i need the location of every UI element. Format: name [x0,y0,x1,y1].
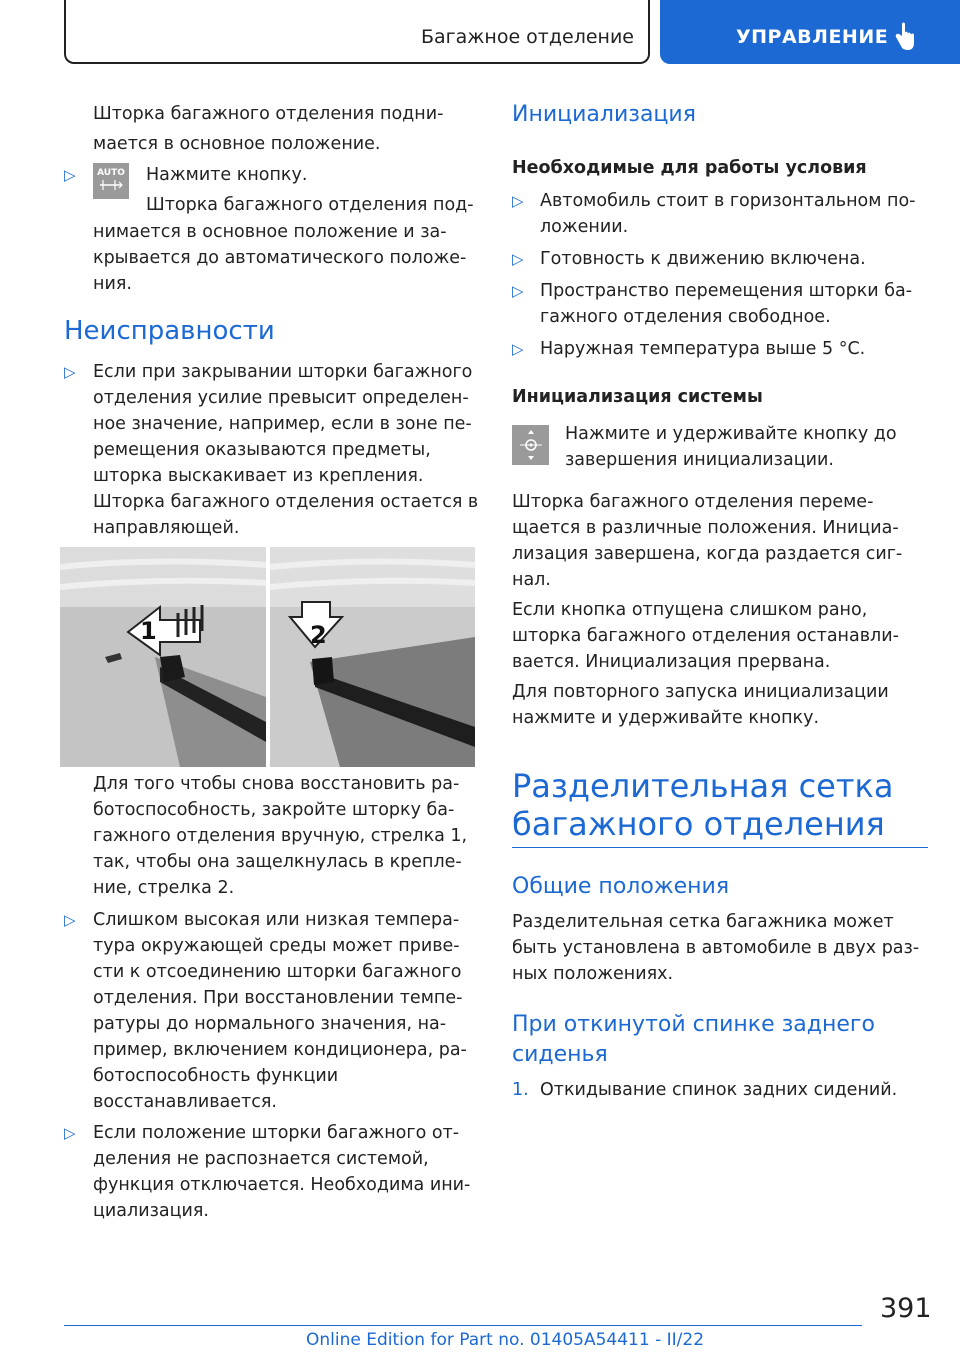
restore-line-1: Для того чтобы снова восстановить ра- [93,774,460,794]
sys-init-line-1: Нажмите и удерживайте кнопку до [565,424,897,444]
sys-init-line-2: завершения инициализации. [565,450,834,470]
req3-line-1: Пространство перемещения шторки ба- [540,281,913,301]
bullet-icon: ▷ [64,911,76,929]
press-result-line-3: крывается до автоматического положе- [93,248,467,268]
fault1-line-6: Шторка багажного отделения остается в [93,492,479,512]
press-result-line-1: Шторка багажного отделения под- [146,195,474,215]
press-button-text: Нажмите кнопку. [146,165,308,185]
press-result-line-4: ния. [93,274,132,294]
bullet-icon: ▷ [64,1124,76,1142]
fault3-line-4: циализация. [93,1201,209,1221]
bullet-icon: ▷ [512,282,524,300]
general-line-3: ных положениях. [512,964,674,984]
fault1-line-2: отделения усилие превысит определен- [93,388,469,408]
fault1-line-7: направляющей. [93,518,240,538]
requirements-heading: Необходимые для работы условия [512,158,867,178]
fault2-line-3: сти к отсоединению шторки багажного [93,962,462,982]
general-line-1: Разделительная сетка багажника может [512,912,894,932]
sys-init-heading: Инициализация системы [512,387,763,407]
req2-line-1: Готовность к движению включена. [540,249,866,269]
fault2-line-1: Слишком высокая или низкая темпера- [93,910,460,930]
header-chapter-tab [660,0,960,64]
fault1-line-3: ное значение, например, если в зоне пе- [93,414,472,434]
arrow-label-1: 1 [140,617,157,645]
header-section-title: Багажное отделение [420,26,634,48]
auto-button-icon [93,163,129,199]
svg-text:AUTO: AUTO [97,168,125,178]
intro-line-1: Шторка багажного отделения подни- [93,104,444,124]
step-number: 1. [512,1080,529,1100]
general-line-2: быть установлена в автомобиле в двух раз- [512,938,920,958]
photo-panel-1 [60,547,266,767]
bullet-icon: ▷ [512,340,524,358]
step-text: Откидывание спинок задних сидений. [540,1080,898,1100]
fault1-line-5: шторка выскакивает из крепления. [93,466,424,486]
intro-line-2: мается в основное положение. [93,134,381,154]
para1-line-2: щается в различные положения. Инициа- [512,518,899,538]
footer-rule [64,1325,862,1326]
fault2-line-4: отделения. При восстановлении темпе- [93,988,463,1008]
restore-line-4: так, чтобы она защелкнулась в крепле- [93,852,462,872]
folded-heading-line-1: При откинутой спинке заднего [512,1012,875,1037]
restore-line-2: ботоспособность, закройте шторку ба- [93,800,455,820]
fault1-line-1: Если при закрывании шторки багажного [93,362,473,382]
req1-line-1: Автомобиль стоит в горизонтальном по- [540,191,916,211]
bullet-icon: ▷ [512,250,524,268]
press-result-line-2: нимается в основное положение и за- [93,222,447,242]
fault3-line-1: Если положение шторки багажного от- [93,1123,460,1143]
restore-line-5: ние, стрелка 2. [93,878,235,898]
folded-heading-line-2: сиденья [512,1042,608,1067]
fault3-line-2: деления не распознается системой, [93,1149,429,1169]
para3-line-1: Для повторного запуска инициализации [512,682,889,702]
header-chapter-title: УПРАВЛЕНИЕ [736,26,889,48]
fault2-line-6: пример, включением кондиционера, ра- [93,1040,467,1060]
bullet-icon: ▷ [64,363,76,381]
para2-line-2: шторка багажного отделения останавли- [512,626,899,646]
bullet-icon: ▷ [512,192,524,210]
photo-panel-2 [270,547,475,767]
fault3-line-3: функция отключается. Необходима ини- [93,1175,471,1195]
fault2-line-2: тура окружающей среды может приве- [93,936,460,956]
req1-line-2: ложении. [540,217,629,237]
page-number: 391 [880,1293,932,1324]
arrow-label-2: 2 [310,621,327,649]
section-rule [512,847,928,848]
para1-line-3: лизация завершена, когда раздается сиг- [512,544,903,564]
bullet-icon: ▷ [64,166,76,184]
req4-line-1: Наружная температура выше 5 °C. [540,339,866,359]
init-heading: Инициализация [512,102,696,127]
net-heading-line-1: Разделительная сетка [512,767,894,805]
para2-line-1: Если кнопка отпущена слишком рано, [512,600,868,620]
restore-line-3: гажного отделения вручную, стрелка 1, [93,826,468,846]
fault2-line-5: ратуры до нормального значения, на- [93,1014,447,1034]
para3-line-2: нажмите и удерживайте кнопку. [512,708,820,728]
req3-line-2: гажного отделения свободное. [540,307,831,327]
para1-line-1: Шторка багажного отделения переме- [512,492,874,512]
fault1-line-4: ремещения оказываются предметы, [93,440,431,460]
fault2-line-8: восстанавливается. [93,1092,277,1112]
footer-edition: Online Edition for Part no. 01405A54411 - II/22 [306,1330,705,1350]
para2-line-3: вается. Инициализация прервана. [512,652,831,672]
para1-line-4: нал. [512,570,551,590]
fault2-line-7: ботоспособность функции [93,1066,339,1086]
header-section-tab [64,0,650,64]
net-heading-line-2: багажного отделения [512,805,885,843]
pointing-hand-icon [893,22,917,52]
faults-heading: Неисправности [64,316,275,346]
init-button-icon [512,425,549,465]
general-heading: Общие положения [512,874,730,899]
